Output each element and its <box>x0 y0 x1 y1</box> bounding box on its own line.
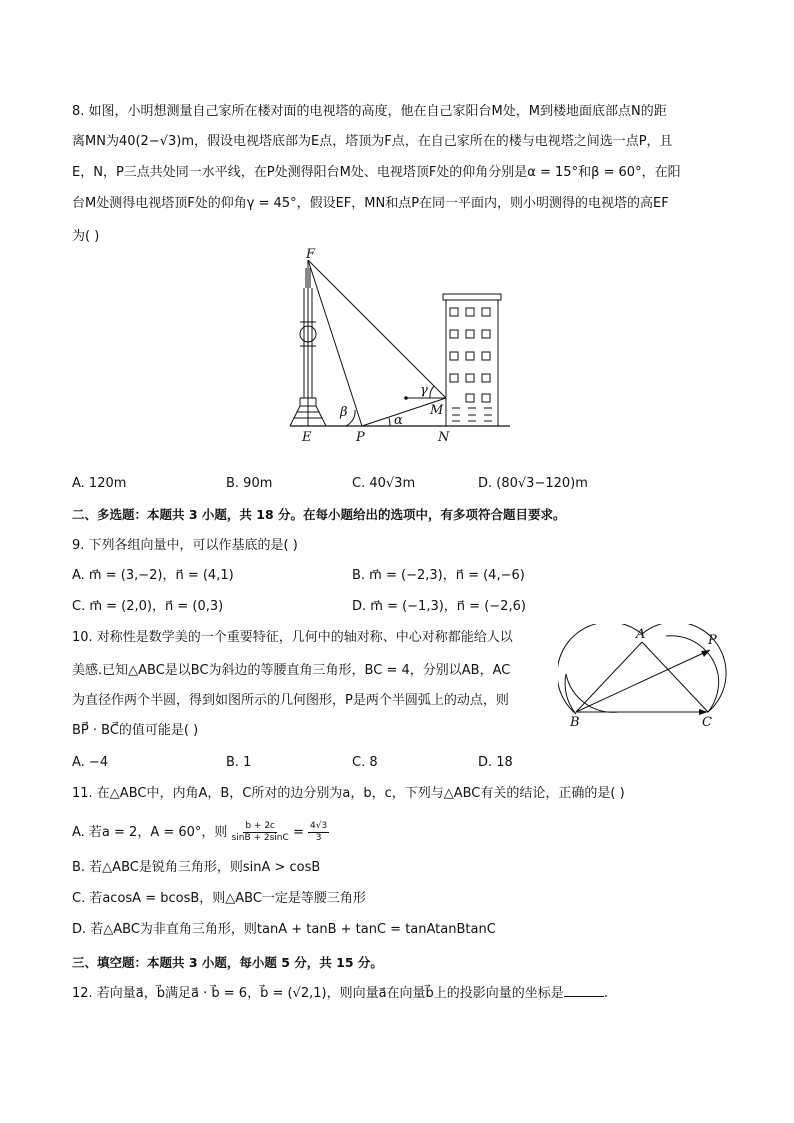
q8-line-2: 离MN为40(2−√3)m，假设电视塔底部为E点，塔顶为F点，在自己家所在的楼与电视塔之间选一点P，且 <box>72 134 673 149</box>
q10-line-2: 美感.已知△ABC是以BC为斜边的等腰直角三角形，BC = 4，分别以AB，AC <box>72 663 511 678</box>
q11-option-b: B. 若△ABC是锐角三角形，则sinA > cosB <box>72 860 321 875</box>
q11-option-a-prefix: A. 若a = 2，A = 60°，则 <box>72 825 228 840</box>
q10-option-a: A. −4 <box>72 755 109 770</box>
q12-stem: 12. 若向量a⃗，b⃗满足a⃗ · b⃗ = 6，b⃗ = (√2,1)，则向量a⃗在向量b⃗上的投影向量的坐标是 <box>72 986 564 1001</box>
q11-rfrac-den: 3 <box>315 833 322 843</box>
q10-option-b: B. 1 <box>226 755 252 770</box>
q8-line-5: 为( ) <box>72 229 100 244</box>
q10-line-1: 10. 对称性是数学美的一个重要特征，几何中的轴对称、中心对称都能给人以 <box>72 630 513 645</box>
q8-option-a: A. 120m <box>72 476 127 491</box>
q8-option-b: B. 90m <box>226 476 273 491</box>
q11-option-a <box>72 818 329 848</box>
label-N: N <box>438 430 450 445</box>
label-F: F <box>306 248 316 262</box>
q10-figure <box>558 624 738 734</box>
q11-stem: 11. 在△ABC中，内角A，B，C所对的边分别为a，b，c，下列与△ABC有关的结论，正确的是( ) <box>72 786 625 801</box>
q10-option-d: D. 18 <box>478 755 513 770</box>
q10-line-4: BP⃗ · BC⃗的值可能是( ) <box>72 723 199 738</box>
q11-fraction-left <box>232 821 289 844</box>
q11-option-c: C. 若acosA = bcosB，则△ABC一定是等腰三角形 <box>72 891 366 906</box>
q8-figure <box>280 248 520 448</box>
q9-option-c: C. m⃗ = (2,0)，n⃗ = (0,3) <box>72 599 224 614</box>
label-gamma: γ <box>420 383 428 398</box>
q10-option-c: C. 8 <box>352 755 378 770</box>
q11-equals: = <box>292 825 304 840</box>
section-2-heading: 二、多选题：本题共 3 小题，共 18 分。在每小题给出的选项中，有多项符合题目要求。 <box>72 507 566 522</box>
section-3-heading: 三、填空题：本题共 3 小题，每小题 5 分，共 15 分。 <box>72 955 383 970</box>
label-C: C <box>702 715 712 730</box>
q11-frac-den: sinB + 2sinC <box>231 833 289 843</box>
q8-line-4: 台M处测得电视塔顶F处的仰角γ = 45°，假设EF，MN和点P在同一平面内，则小明测得的电视塔的高EF <box>72 196 669 211</box>
label-beta: β <box>340 405 348 420</box>
q11-fraction-right <box>308 821 329 844</box>
q9-option-a: A. m⃗ = (3,−2)，n⃗ = (4,1) <box>72 568 234 583</box>
label-E: E <box>302 430 312 445</box>
tv-tower-icon <box>290 260 326 426</box>
q8-line-1: 8. 如图，小明想测量自己家所在楼对面的电视塔的高度，他在自己家阳台M处，M到楼地面底部点N的距 <box>72 104 667 119</box>
q9-option-b: B. m⃗ = (−2,3)，n⃗ = (4,−6) <box>352 568 525 583</box>
label-P2: P <box>708 633 717 648</box>
q12-end: . <box>603 986 608 1001</box>
q11-frac-num: b + 2c <box>245 821 275 831</box>
q10-line-3: 为直径作两个半圆，得到如图所示的几何图形，P是两个半圆弧上的动点，则 <box>72 693 509 708</box>
label-A: A <box>636 627 646 642</box>
q12-answer-blank[interactable] <box>564 984 604 997</box>
building-icon <box>443 294 501 426</box>
label-M: M <box>430 403 444 418</box>
label-alpha: α <box>394 413 403 428</box>
label-P: P <box>356 430 365 445</box>
q9-option-d: D. m⃗ = (−1,3)，n⃗ = (−2,6) <box>352 599 526 614</box>
q8-option-d: D. (80√3−120)m <box>478 476 588 491</box>
q8-line-3: E，N，P三点共处同一水平线，在P处测得阳台M处、电视塔顶F处的仰角分别是α = 15°和β = 60°，在阳 <box>72 165 681 180</box>
q9-stem: 9. 下列各组向量中，可以作基底的是( ) <box>72 538 298 553</box>
q8-option-c: C. 40√3m <box>352 476 416 491</box>
q11-rfrac-num: 4√3 <box>309 821 328 831</box>
label-B: B <box>570 715 580 730</box>
q11-option-d: D. 若△ABC为非直角三角形，则tanA + tanB + tanC = tanAtanBtanC <box>72 922 496 937</box>
q12-line <box>72 984 608 1003</box>
